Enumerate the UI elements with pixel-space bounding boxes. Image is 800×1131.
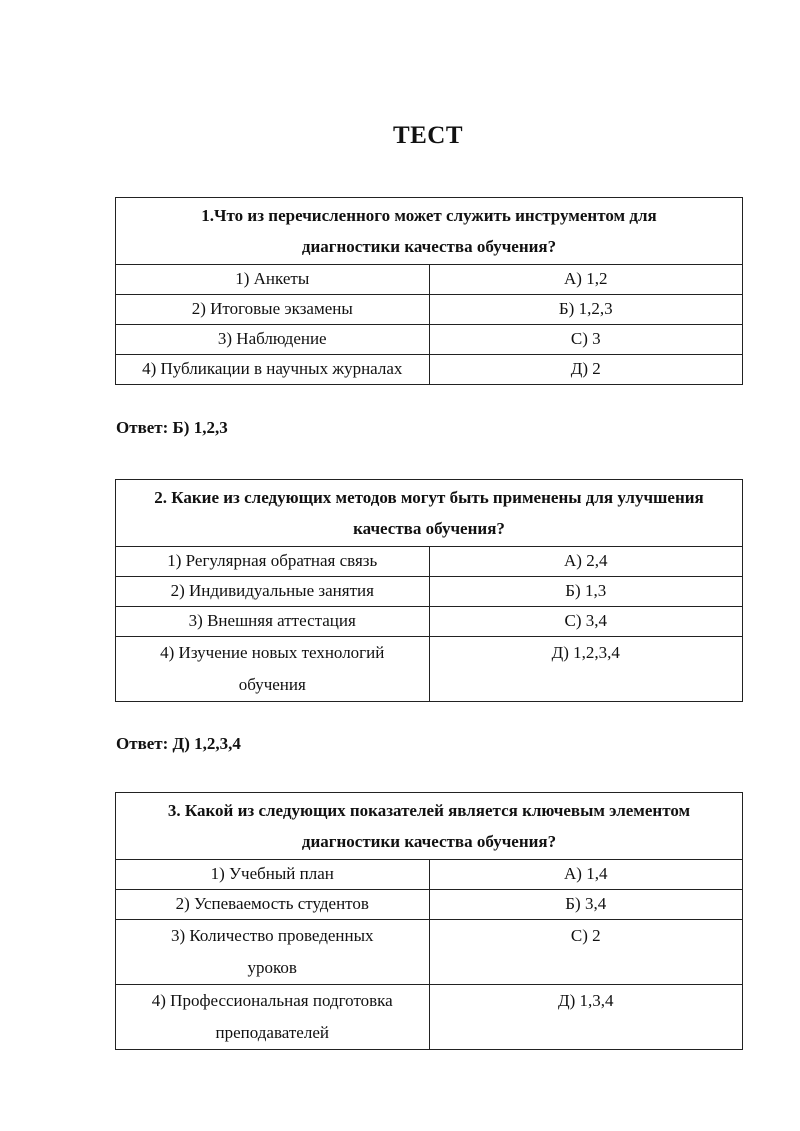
option-cell <box>116 637 430 702</box>
option-cell: 2) Индивидуальные занятия <box>116 577 430 607</box>
answer-line-2: Ответ: Д) 1,2,3,4 <box>116 734 241 753</box>
table-row <box>116 607 743 637</box>
table-row <box>116 890 743 920</box>
question-text <box>116 793 743 860</box>
question-table-3 <box>115 792 743 1050</box>
option-line-1: 3) Количество проведенных <box>170 926 374 945</box>
answer-line-1: Ответ: Б) 1,2,3 <box>116 418 228 437</box>
question-line-2: качества обучения? <box>353 519 505 538</box>
question-line-1: 1.Что из перечисленного может служить инструментом для <box>201 206 657 225</box>
table-row <box>116 920 743 985</box>
option-cell: 3) Внешняя аттестация <box>116 607 430 637</box>
question-line-2: диагностики качества обучения? <box>301 237 557 256</box>
option-line-1: 4) Профессиональная подготовка <box>151 991 393 1010</box>
answer-cell: Б) 1,3 <box>429 577 743 607</box>
table-row <box>116 295 743 325</box>
option-cell: 3) Наблюдение <box>116 325 430 355</box>
option-cell: 1) Анкеты <box>116 265 430 295</box>
answer-cell: Д) 1,3,4 <box>429 985 743 1050</box>
table-row <box>116 547 743 577</box>
question-table-1 <box>115 197 743 385</box>
question-line-1: 2. Какие из следующих методов могут быть применены для улучшения <box>154 488 704 507</box>
option-line-2: обучения <box>238 675 306 694</box>
option-cell: 1) Регулярная обратная связь <box>116 547 430 577</box>
table-row <box>116 577 743 607</box>
answer-cell: С) 3,4 <box>429 607 743 637</box>
option-cell: 4) Публикации в научных журналах <box>116 355 430 385</box>
page-title: ТЕСТ <box>392 122 464 149</box>
option-cell: 2) Успеваемость студентов <box>116 890 430 920</box>
answer-cell: А) 1,4 <box>429 860 743 890</box>
option-cell <box>116 985 430 1050</box>
table-row <box>116 985 743 1050</box>
question-line-1: 3. Какой из следующих показателей является ключевым элементом <box>167 801 691 820</box>
option-cell: 1) Учебный план <box>116 860 430 890</box>
answer-cell: А) 2,4 <box>429 547 743 577</box>
answer-cell: Б) 1,2,3 <box>429 295 743 325</box>
table-row <box>116 860 743 890</box>
answer-cell: С) 3 <box>429 325 743 355</box>
question-table-2 <box>115 479 743 702</box>
table-row <box>116 325 743 355</box>
question-text <box>116 480 743 547</box>
table-row <box>116 637 743 702</box>
option-line-2: уроков <box>247 958 297 977</box>
table-row <box>116 265 743 295</box>
answer-cell: Д) 1,2,3,4 <box>429 637 743 702</box>
question-text <box>116 198 743 265</box>
question-line-2: диагностики качества обучения? <box>301 832 557 851</box>
option-cell: 2) Итоговые экзамены <box>116 295 430 325</box>
option-cell <box>116 920 430 985</box>
answer-cell: С) 2 <box>429 920 743 985</box>
answer-cell: А) 1,2 <box>429 265 743 295</box>
option-line-2: преподавателей <box>215 1023 329 1042</box>
table-row <box>116 355 743 385</box>
option-line-1: 4) Изучение новых технологий <box>160 643 385 662</box>
answer-cell: Д) 2 <box>429 355 743 385</box>
answer-cell: Б) 3,4 <box>429 890 743 920</box>
